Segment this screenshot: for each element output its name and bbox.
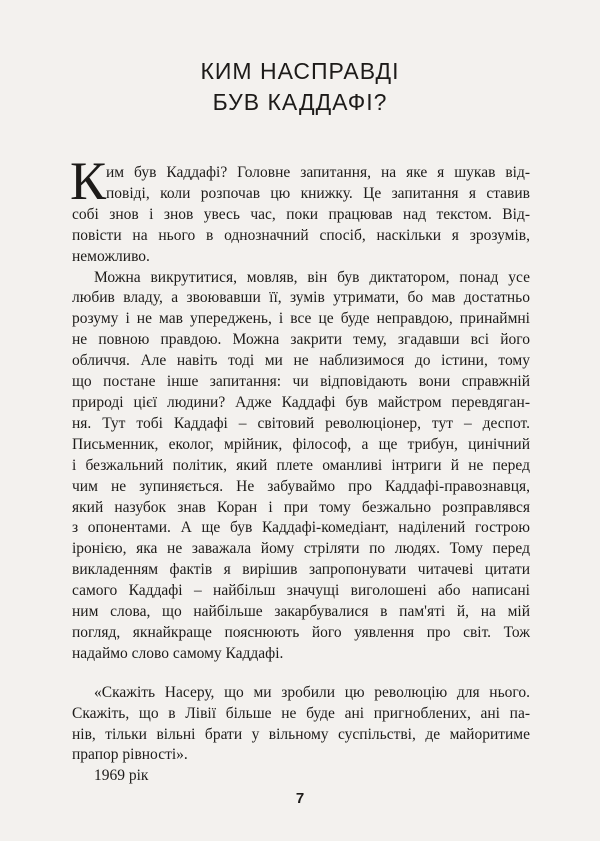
paragraph-2-line: який назубок знав Коран і при тому безжально розправлявся (72, 498, 530, 516)
chapter-body (70, 151, 530, 787)
paragraph-2 (72, 268, 530, 665)
drop-cap: К (70, 151, 107, 211)
paragraph-2-line: Можна викрутитися, мовляв, він був диктатором, понад усе (94, 268, 530, 286)
paragraph-1 (70, 151, 530, 268)
paragraph-2-line: викладенням фактів я вирішив запропонувати читачеві цитати (72, 561, 530, 579)
paragraph-1-line: К им був Каддафі? Головне запитання, на яке я шукав від- (70, 151, 530, 211)
paragraph-1-line: собі знов і знов увесь час, поки працював над текстом. Від- (72, 205, 530, 223)
paragraph-2-line: обличчя. Але навіть тоді ми не наблизимося до істини, тому (72, 352, 530, 370)
paragraph-2-line: і безжальний політик, який плете оманливі інтриги й не перед (72, 456, 530, 474)
paragraph-1-line: повіді, коли розпочав цю книжку. Це запитання я ставив (106, 184, 530, 202)
paragraph-2-line: погляд, якнайкраще пояснюють його уявлення про світ. Тож (72, 623, 530, 641)
paragraph-2-line: ним слова, що найбільше закарбувалися в пам'яті й, на мій (72, 603, 530, 621)
section-gap (72, 665, 530, 683)
paragraph-2-line: що постане інше запитання: чи відповідають вони справжній (72, 373, 530, 391)
chapter-title (0, 56, 600, 118)
quote-line: нів, тільки вільні брати у вільному суспільстві, де майоритиме (72, 725, 530, 743)
paragraph-2-line: любив владу, а звоювавши її, зумів утримати, бо мав достатньо (72, 289, 530, 307)
chapter-title-line-2: БУВ КАДДАФІ? (212, 89, 388, 115)
paragraph-2-line: ня. Тут тобі Каддафі – світовий революціонер, тут – деспот. (72, 414, 530, 432)
paragraph-2-line: самого Каддафі – найбільш значущі виголошені або написані (72, 582, 530, 600)
paragraph-1-line: неможливо. (72, 247, 150, 265)
paragraph-2-line: Письменник, еколог, мрійник, філософ, а ще трибун, цинічний (72, 435, 530, 453)
page-number: 7 (295, 790, 305, 807)
epigraph-quote (72, 683, 530, 788)
paragraph-2-line: надаймо слово самому Каддафі. (72, 644, 284, 662)
quote-line: прапор рівності». (72, 746, 188, 764)
paragraph-2-line: чим не зупиняється. Не забуваймо про Каддафі-правознавця, (72, 477, 530, 495)
chapter-title-line-1: КИМ НАСПРАВДІ (200, 58, 400, 84)
paragraph-1-line: повісти на нього в однозначний спосіб, наскільки я зрозумів, (72, 226, 530, 244)
paragraph-2-line: з опонентами. А ще був Каддафі-комедіант, наділений гострою (72, 519, 530, 537)
paragraph-2-line: іронією, яка не заважала йому стріляти по людях. Тому перед (72, 540, 530, 558)
quote-line: Скажіть, що в Лівії більше не буде ані пригноблених, ані па- (72, 704, 530, 722)
quote-year: 1969 рік (94, 767, 149, 785)
quote-line: «Скажіть Насеру, що ми зробили цю революцію для нього. (94, 683, 530, 701)
paragraph-2-line: розуму і не мав упереджень, і все це буде неправдою, принаймні (72, 310, 530, 328)
paragraph-2-line: природі цієї людини? Адже Каддафі був майстром перевдяган- (72, 393, 530, 411)
paragraph-2-line: не повною правдою. Можна закрити тему, згадавши всі його (72, 331, 530, 349)
